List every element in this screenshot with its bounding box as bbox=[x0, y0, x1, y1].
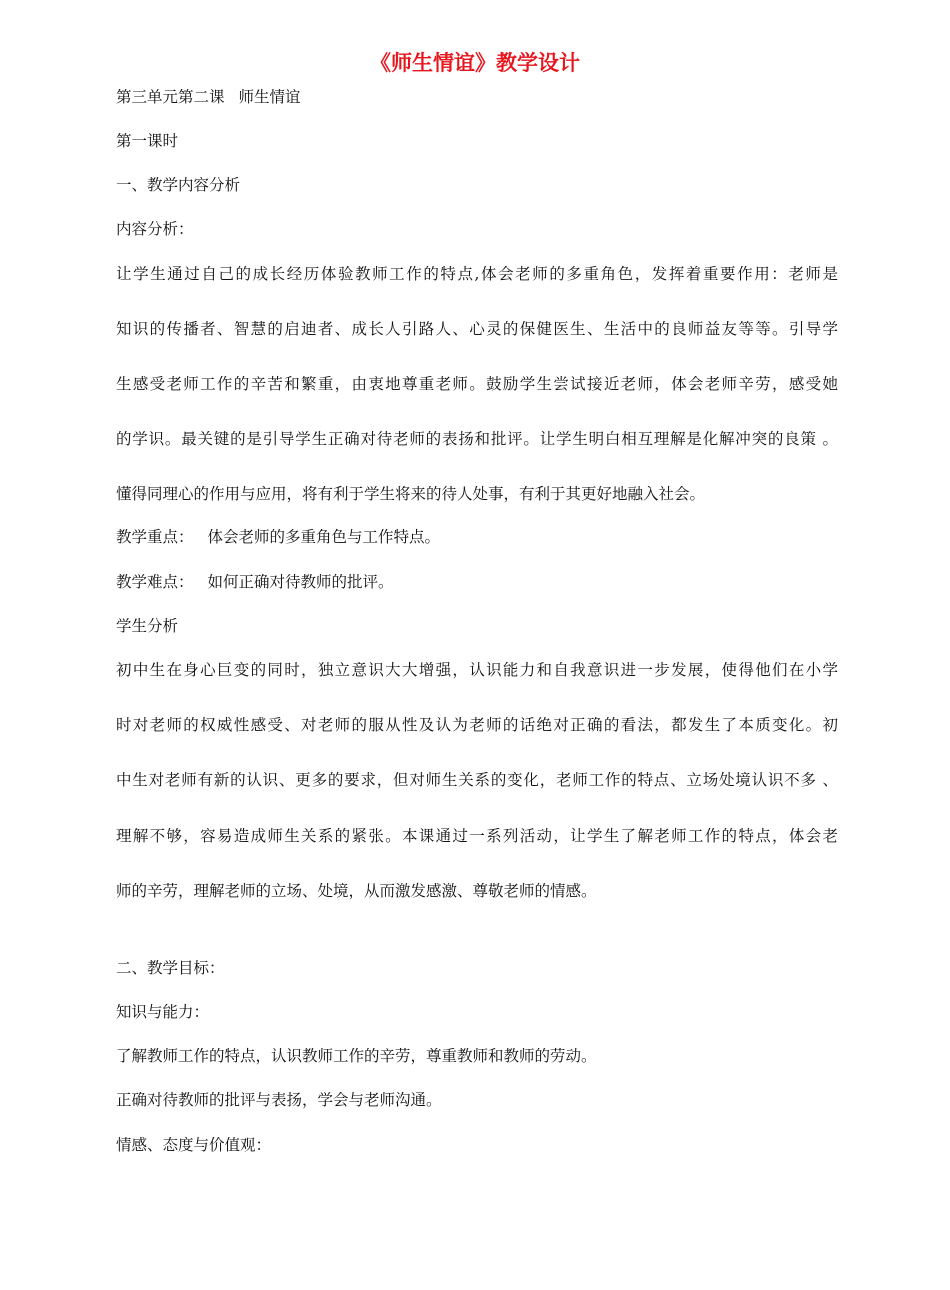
difficulty-point bbox=[116, 571, 394, 593]
attitude-label: 情感、态度与价值观： bbox=[116, 1136, 272, 1154]
key-point bbox=[116, 526, 440, 548]
difficulty-text: 如何正确对待教师的批评。 bbox=[207, 573, 394, 591]
student-analysis-heading: 学生分析 bbox=[116, 617, 179, 635]
lesson-unit: 第三单元第二课 bbox=[116, 88, 225, 106]
paragraph-line: 理解不够，容易造成师生关系的紧张。本课通过一系列活动，让学生了解老师工作的特点，体会老 bbox=[116, 827, 838, 845]
objective-item: 正确对待教师的批评与表扬，学会与老师沟通。 bbox=[116, 1091, 442, 1109]
lesson-heading bbox=[116, 86, 301, 108]
paragraph-line: 让学生通过自己的成长经历体验教师工作的特点,体会老师的多重角色，发挥着重要作用：老师是 bbox=[116, 265, 838, 283]
knowledge-label: 知识与能力： bbox=[116, 1003, 210, 1021]
section-heading-objectives: 二、教学目标： bbox=[116, 959, 225, 977]
lesson-period: 第一课时 bbox=[116, 132, 179, 150]
lesson-name: 师生情谊 bbox=[238, 88, 301, 106]
paragraph-line: 知识的传播者、智慧的启迪者、成长人引路人、心灵的保健医生、生活中的良师益友等等。引导学 bbox=[116, 320, 838, 338]
key-point-text: 体会老师的多重角色与工作特点。 bbox=[207, 528, 441, 546]
content-analysis-label: 内容分析： bbox=[116, 220, 194, 238]
paragraph-line: 时对老师的权威性感受、对老师的服从性及认为老师的话绝对正确的看法，都发生了本质变化。初 bbox=[116, 716, 838, 734]
document-title: 《师生情谊》教学设计 bbox=[370, 51, 580, 75]
key-point-label: 教学重点： bbox=[116, 528, 194, 546]
paragraph-line: 的学识。最关键的是引导学生正确对待老师的表扬和批评。让学生明白相互理解是化解冲突的良策 。 bbox=[116, 430, 838, 448]
objective-item: 了解教师工作的特点，认识教师工作的辛劳，尊重教师和教师的劳动。 bbox=[116, 1047, 597, 1065]
paragraph-line: 生感受老师工作的辛苦和繁重，由衷地尊重老师。鼓励学生尝试接近老师，体会老师辛劳，感受她 bbox=[116, 375, 838, 393]
section-heading-content-analysis: 一、教学内容分析 bbox=[116, 176, 241, 194]
paragraph-line: 初中生在身心巨变的同时，独立意识大大增强，认识能力和自我意识进一步发展，使得他们在小学 bbox=[116, 661, 838, 679]
paragraph-line: 师的辛劳，理解老师的立场、处境，从而激发感激、尊敬老师的情感。 bbox=[116, 882, 597, 900]
paragraph-line: 中生对老师有新的认识、更多的要求，但对师生关系的变化，老师工作的特点、立场处境认识不多 、 bbox=[116, 771, 838, 789]
difficulty-label: 教学难点： bbox=[116, 573, 194, 591]
paragraph-line: 懂得同理心的作用与应用，将有利于学生将来的待人处事，有利于其更好地融入社会。 bbox=[116, 485, 706, 503]
